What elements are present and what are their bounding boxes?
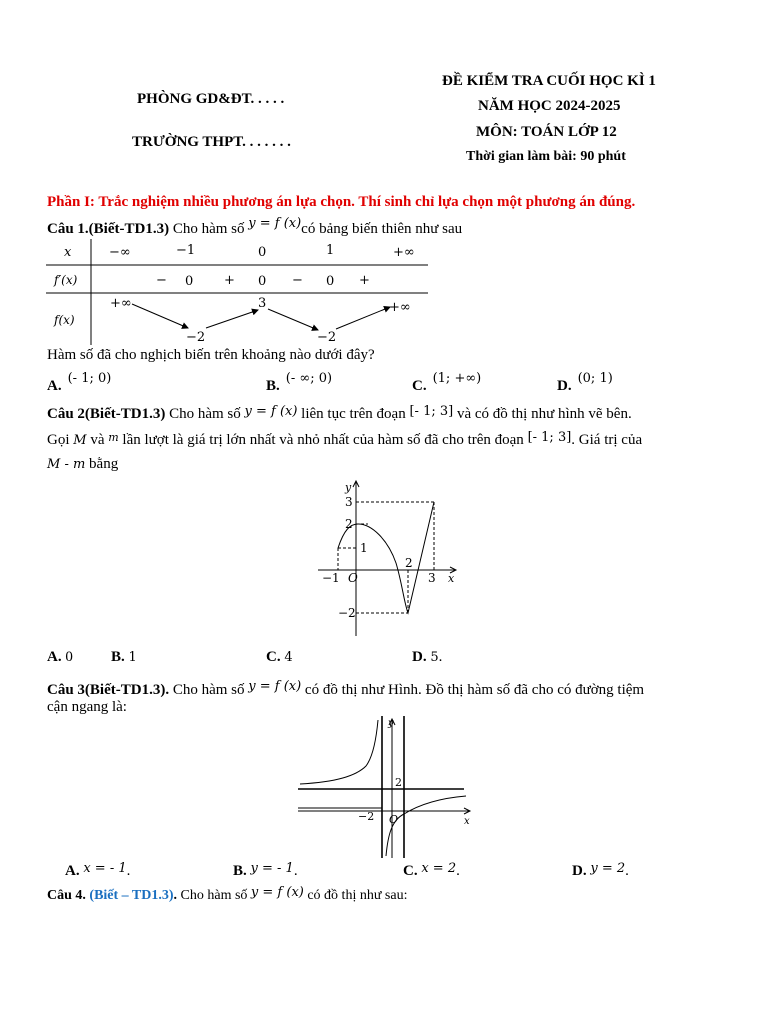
- expression-M-minus-m: M - m: [47, 457, 86, 472]
- option-label: D.: [557, 378, 572, 394]
- x-axis-label: x: [448, 572, 455, 585]
- question-3-option-d[interactable]: D. y = 2.: [572, 861, 629, 879]
- option-value: 5: [430, 650, 439, 665]
- table-sign: −: [292, 273, 303, 288]
- table-sign: −: [156, 273, 167, 288]
- question-2-graph: [316, 478, 462, 638]
- question-3-option-c[interactable]: C. x = 2.: [403, 861, 460, 879]
- question-3-stem-line-1: [47, 679, 645, 699]
- question-1-option-a[interactable]: [47, 370, 112, 394]
- question-2-text: và: [86, 432, 109, 448]
- origin-label: O: [348, 571, 358, 585]
- question-2-text: Cho hàm số: [165, 406, 245, 422]
- question-2-text: bằng: [85, 456, 119, 472]
- origin-label: O: [389, 813, 399, 826]
- x-axis-label: x: [464, 816, 470, 827]
- question-4-dot: .: [173, 888, 178, 903]
- header-subject: MÔN: TOÁN LỚP 12: [476, 124, 617, 140]
- question-1-stem: [47, 216, 463, 238]
- question-3-option-a[interactable]: A. x = - 1.: [65, 861, 131, 879]
- option-label: C.: [412, 378, 427, 394]
- table-x-value: 0: [258, 245, 267, 260]
- table-sign: 0: [326, 274, 335, 289]
- option-label: C.: [403, 863, 418, 879]
- option-label: D.: [412, 649, 427, 665]
- question-2-interval: [- 1; 3]: [409, 404, 454, 419]
- table-f-value: −2: [317, 330, 337, 345]
- header-duration: Thời gian làm bài: 90 phút: [466, 149, 626, 164]
- variation-table: [46, 239, 430, 347]
- option-value: x = 2: [421, 861, 457, 876]
- question-1-option-b[interactable]: [266, 370, 333, 394]
- option-label: B.: [233, 863, 247, 879]
- option-label: C.: [266, 649, 281, 665]
- question-4-text: có đồ thị như sau:: [303, 888, 408, 903]
- table-sign: +: [359, 273, 370, 288]
- option-value: (- 1; 0): [67, 371, 112, 386]
- option-value: 4: [284, 650, 293, 665]
- option-value: x = - 1: [83, 861, 127, 876]
- option-label: A.: [47, 378, 62, 394]
- question-3-text: có đồ thị như Hình. Đồ thị hàm số đã cho có đường tiệm: [301, 682, 645, 698]
- tick-label: 2: [405, 556, 413, 570]
- question-2-option-d[interactable]: D. 5.: [412, 649, 443, 665]
- table-arrow: [206, 310, 258, 328]
- table-arrow: [132, 304, 188, 328]
- option-value: (1; +∞): [432, 371, 482, 386]
- question-1-text: Cho hàm số: [169, 221, 249, 237]
- tick-label: 1: [360, 541, 368, 555]
- tick-label: −2: [338, 606, 356, 620]
- question-2-option-c[interactable]: [266, 649, 293, 666]
- question-2-stem-line-2: [47, 432, 642, 449]
- option-value: y = 2: [590, 861, 626, 876]
- header-school-year: NĂM HỌC 2024-2025: [478, 98, 621, 114]
- option-label: D.: [572, 863, 587, 879]
- table-x-value: 1: [326, 243, 335, 258]
- tick-label-two: 2: [395, 776, 402, 789]
- table-x-header: x: [64, 245, 72, 260]
- tick-label-minus-two: −2: [358, 810, 375, 823]
- question-1-text-2: có bảng biến thiên như sau: [301, 221, 463, 237]
- table-f-value: 3: [258, 296, 267, 311]
- question-1-label: Câu 1.(Biết-TD1.3): [47, 221, 170, 237]
- option-label: B.: [266, 378, 280, 394]
- header-school: TRƯỜNG THPT. . . . . . .: [132, 134, 291, 150]
- table-f-value: +∞: [389, 300, 411, 315]
- question-3-stem-line-2: cận ngang là:: [47, 699, 127, 715]
- option-label: A.: [47, 649, 62, 665]
- question-4-tag: (Biết – TD1.3): [89, 888, 174, 903]
- question-3-label: Câu 3(Biết-TD1.3).: [47, 682, 170, 698]
- table-sign: 0: [258, 274, 267, 289]
- question-2-option-b[interactable]: [111, 649, 137, 666]
- table-x-value: −∞: [109, 245, 131, 260]
- tick-label: −1: [322, 571, 340, 585]
- table-f-value: +∞: [110, 296, 132, 311]
- y-axis-label: y: [388, 718, 394, 729]
- option-label: B.: [111, 649, 125, 665]
- question-3-option-b[interactable]: B. y = - 1.: [233, 861, 298, 879]
- table-x-value: −1: [176, 243, 196, 258]
- question-2-stem-line-1: [47, 406, 632, 423]
- y-axis-label: y: [345, 481, 352, 494]
- header-exam-title: ĐỀ KIỂM TRA CUỐI HỌC KÌ 1: [442, 73, 656, 89]
- question-2-text: lần lượt là giá trị lớn nhất và nhỏ nhất của hàm số đã cho trên đoạn: [118, 432, 528, 448]
- question-2-stem-line-3: [47, 456, 118, 473]
- question-2-label: Câu 2(Biết-TD1.3): [47, 406, 166, 422]
- question-4-label: Câu 4.: [47, 888, 90, 903]
- option-label: A.: [65, 863, 80, 879]
- option-value: (0; 1): [577, 371, 613, 386]
- option-value: y = - 1: [250, 861, 294, 876]
- question-3-graph: [296, 716, 474, 860]
- header-department: PHÒNG GD&ĐT. . . . .: [137, 91, 285, 107]
- question-2-option-a[interactable]: [47, 649, 73, 666]
- question-2-text: liên tục trên đoạn: [297, 406, 410, 422]
- option-value: (- ∞; 0): [285, 371, 333, 386]
- table-sign: 0: [185, 274, 194, 289]
- option-value: 1: [128, 650, 137, 665]
- table-arrow: [268, 309, 318, 330]
- question-2-text: Gọi: [47, 432, 74, 448]
- symbol-m: m: [108, 431, 119, 444]
- question-2-text: . Giá trị của: [571, 432, 643, 448]
- tick-label: 2: [345, 517, 353, 531]
- table-function-header: f(x): [54, 313, 75, 327]
- question-1-prompt: Hàm số đã cho nghịch biến trên khoảng nào dưới đây?: [47, 347, 375, 363]
- symbol-M: M: [73, 433, 87, 448]
- question-4-function: y = f (x): [250, 885, 304, 900]
- part-one-heading: Phần I: Trắc nghiệm nhiều phương án lựa chọn. Thí sinh chỉ lựa chọn một phương án đúng.: [47, 194, 636, 210]
- tick-label: 3: [345, 495, 353, 509]
- function-branch-left: [300, 720, 378, 784]
- table-f-value: −2: [186, 330, 206, 345]
- question-3-function: y = f (x): [248, 679, 302, 694]
- question-1-option-d[interactable]: [557, 370, 613, 394]
- question-2-interval: [- 1; 3]: [527, 430, 572, 445]
- tick-label: 3: [428, 571, 436, 585]
- table-x-value: +∞: [393, 245, 415, 260]
- table-derivative-header: f′(x): [54, 273, 78, 287]
- question-4-stem: [47, 885, 408, 904]
- question-2-function: y = f (x): [244, 404, 298, 419]
- option-value: 0: [65, 649, 73, 665]
- question-4-text: Cho hàm số: [177, 888, 251, 903]
- question-1-function: y = f (x): [248, 216, 302, 231]
- question-3-text: Cho hàm số: [169, 682, 249, 698]
- question-1-option-c[interactable]: [412, 370, 482, 394]
- table-sign: +: [224, 273, 235, 288]
- question-2-text: và có đồ thị như hình vẽ bên.: [453, 406, 632, 422]
- function-branch-right: [386, 796, 466, 856]
- table-arrow: [336, 307, 390, 329]
